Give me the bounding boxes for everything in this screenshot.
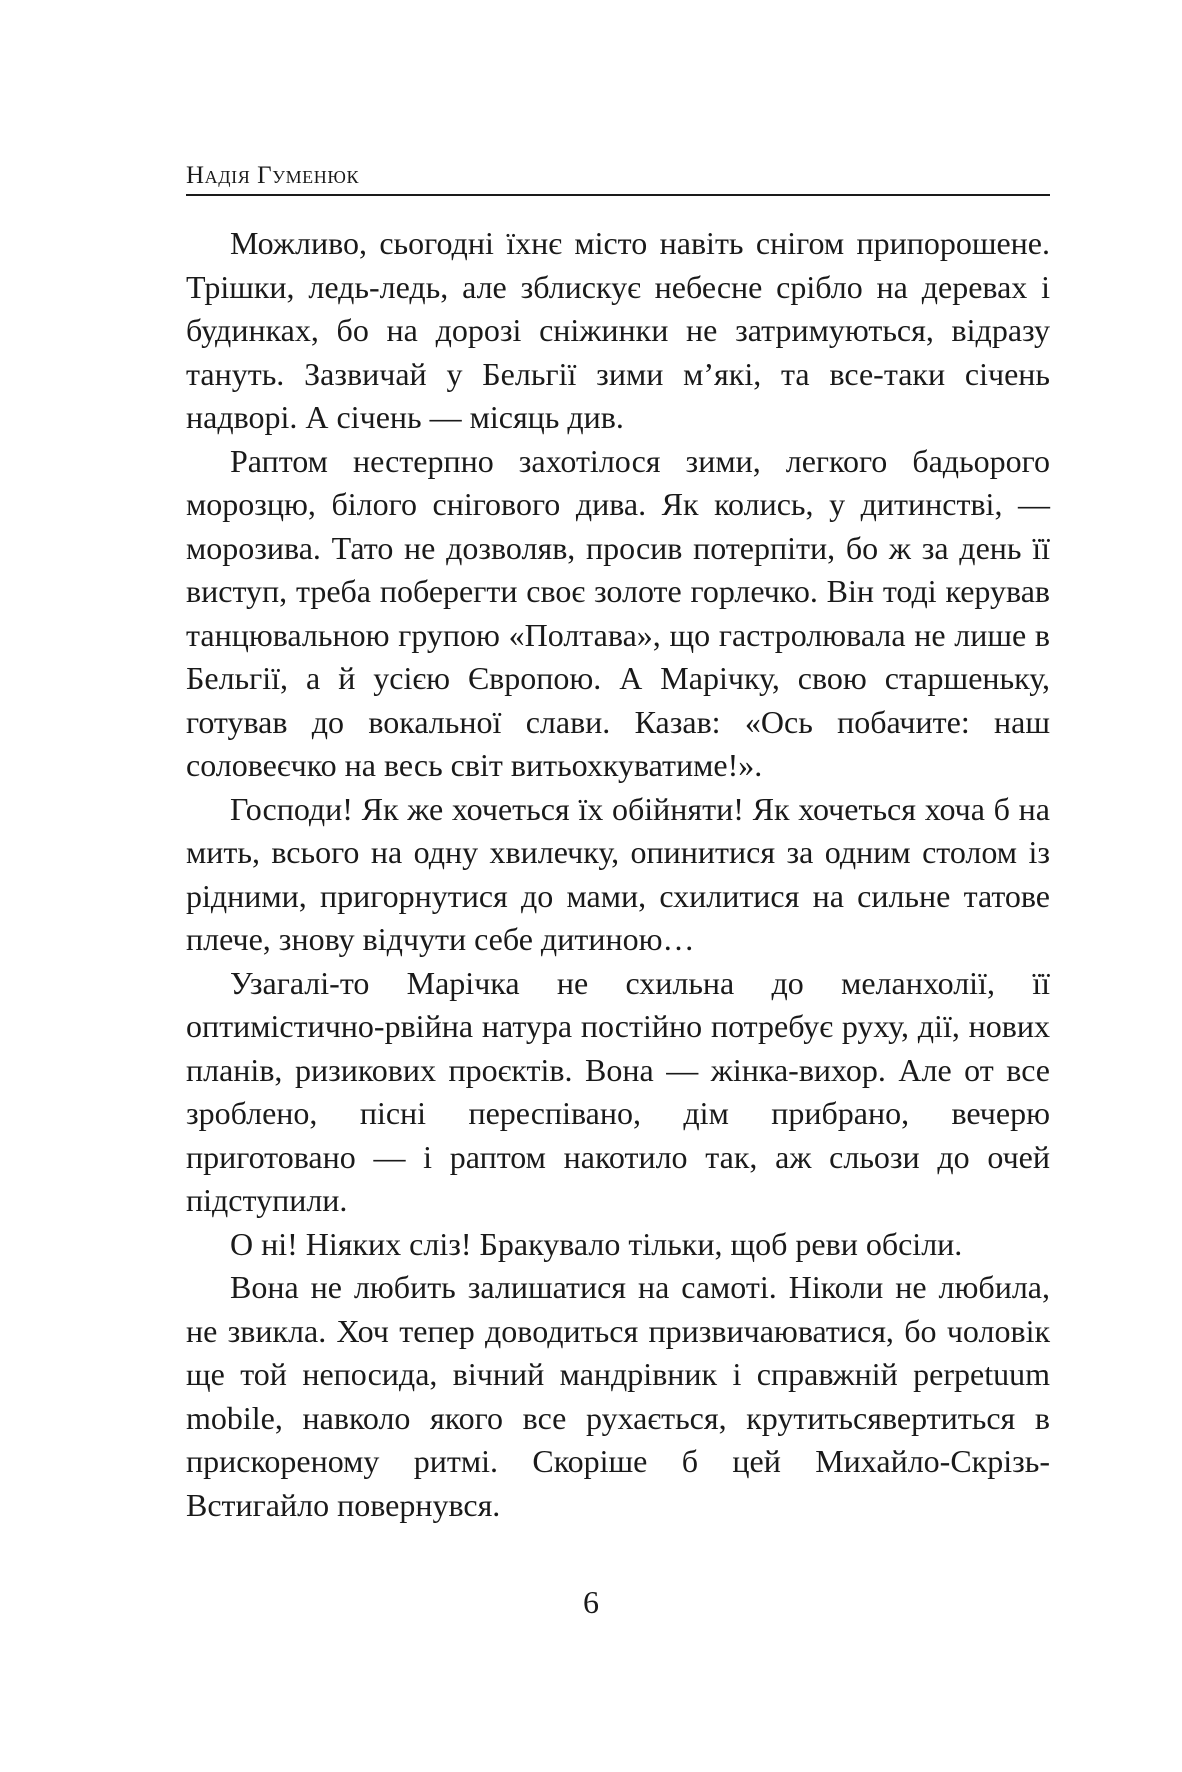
paragraph: Узагалі-то Марічка не схильна до меланхолії, її оптимістично-рвійна натура постійно потребує руху, дії, нових планів, ризикових проєктів. Вона — жінка-вихор. Але от все зроблено, пісні переспівано, дім прибрано, вечерю приготовано — і раптом накотило так, аж сльози до очей підступили. xyxy=(186,964,1050,1218)
body-text xyxy=(186,222,1050,1527)
page-header xyxy=(186,154,1050,196)
page-number: 6 xyxy=(583,1584,599,1620)
paragraph: Раптом нестерпно захотілося зими, легкого бадьорого морозцю, білого снігового дива. Як колись, у дитинстві, — морозива. Тато не дозволяв, просив потерпіти, бо ж за день її виступ, треба поберегти своє золоте горлечко. Він тоді керував танцювальною групою «Полтава», що гастролювала не лише в Бельгії, а й усією Європою. А Марічку, свою старшеньку, готував до вокальної слави. Казав: «Ось побачите: наш соловеєчко на весь світ витьохкуватиме!». xyxy=(186,442,1050,783)
paragraph: О ні! Ніяких сліз! Бракувало тільки, щоб реви обсіли. xyxy=(230,1225,963,1262)
running-head-author: Надія Гуменюк xyxy=(186,162,360,189)
paragraph: Вона не любить залишатися на самоті. Ніколи не любила, не звикла. Хоч тепер доводиться призвичаюватися, бо чоловік ще той непосида, вічний мандрівник і справжній perpetuum mobile, навколо якого все рухається, крутитьсявертиться в прискореному ритмі. Скоріше б цей Михайло-Скрізь-Встигайло повернувся. xyxy=(186,1269,1050,1523)
paragraph: Господи! Як же хочеться їх обійняти! Як хочеться хоча б на мить, всього на одну хвилечку, опинитися за одним столом із рідними, пригорнутися до мами, схилитися на сильне татове плече, знову відчути себе дитиною… xyxy=(186,790,1050,957)
paragraph: Можливо, сьогодні їхнє місто навіть снігом припорошене. Трішки, ледь-ледь, але зблискує небесне срібло на деревах і будинках, бо на дорозі сніжинки не затримуються, відразу тануть. Зазвичай у Бельгії зими м’які, та все-таки січень надворі. А січень — місяць див. xyxy=(186,225,1050,435)
